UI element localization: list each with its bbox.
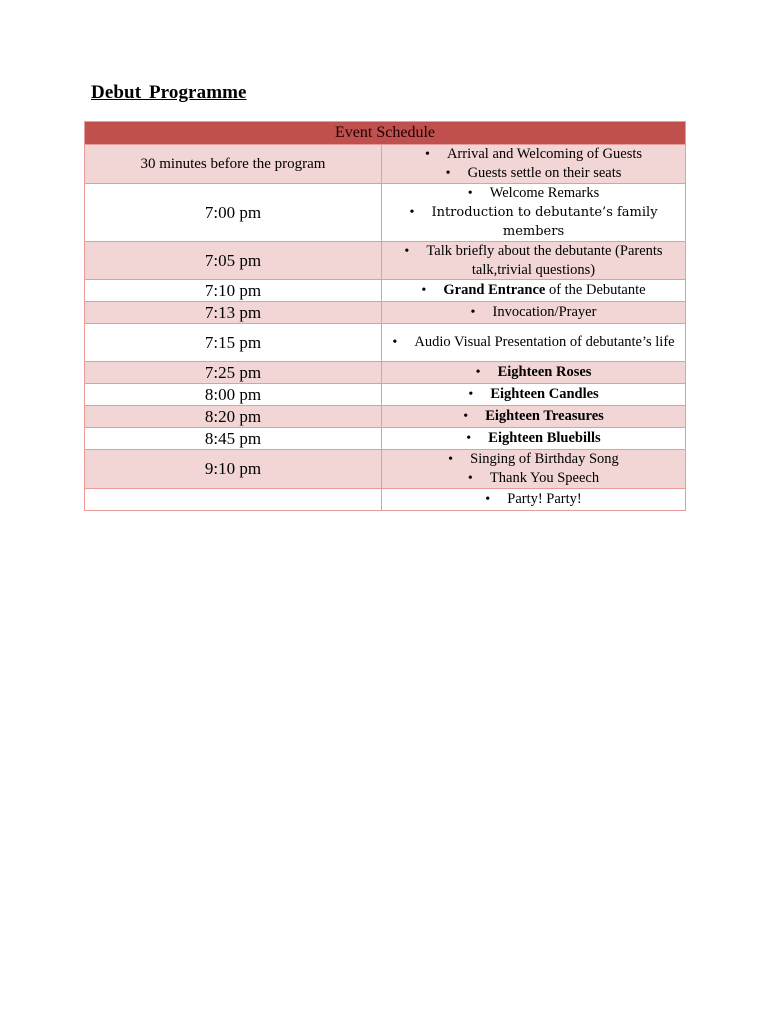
list-item: • Guests settle on their seats	[445, 165, 622, 181]
page-title: Debut Programme	[91, 82, 247, 103]
list-item: • Introduction to debutante’s family members	[409, 205, 658, 239]
bullet-icon: •	[485, 492, 491, 507]
table-row	[85, 362, 686, 384]
time-cell: 8:00 pm	[85, 384, 382, 406]
activity-cell	[382, 384, 686, 406]
bullet-icon: •	[475, 365, 481, 380]
table-row	[85, 242, 686, 280]
bullet-icon: •	[466, 431, 472, 446]
bullet-icon: •	[392, 335, 398, 350]
time-cell	[85, 489, 382, 511]
bullet-icon: •	[421, 283, 427, 298]
time-cell: 7:15 pm	[85, 324, 382, 362]
bullet-icon: •	[468, 387, 474, 402]
bullet-icon: •	[467, 186, 473, 201]
list-item: • Eighteen Bluebills	[466, 430, 601, 446]
list-item: • Thank You Speech	[467, 470, 600, 486]
table-row	[85, 280, 686, 302]
activity-cell	[382, 302, 686, 324]
time-cell: 7:10 pm	[85, 280, 382, 302]
table-row	[85, 145, 686, 184]
bullet-icon: •	[404, 244, 410, 259]
list-item: • Eighteen Treasures	[463, 408, 604, 424]
list-item: • Eighteen Candles	[468, 386, 599, 402]
list-item: • Eighteen Roses	[475, 364, 592, 380]
time-cell: 8:45 pm	[85, 428, 382, 450]
list-item: • Audio Visual Presentation of debutante’s life	[392, 334, 675, 350]
bullet-icon: •	[470, 305, 476, 320]
table-header: Event Schedule	[85, 122, 686, 145]
list-item: • Grand Entrance of the Debutante	[421, 282, 646, 298]
time-cell: 7:05 pm	[85, 242, 382, 280]
activity-cell	[382, 242, 686, 280]
table-header-row	[85, 122, 686, 145]
time-cell: 7:00 pm	[85, 184, 382, 242]
time-cell: 9:10 pm	[85, 450, 382, 489]
table-row	[85, 324, 686, 362]
bullet-icon: •	[448, 452, 454, 467]
table-row	[85, 428, 686, 450]
activity-cell	[382, 428, 686, 450]
list-item: • Singing of Birthday Song	[448, 451, 619, 467]
table-row	[85, 302, 686, 324]
activity-cell	[382, 489, 686, 511]
activity-cell	[382, 450, 686, 489]
list-item: • Talk briefly about the debutante (Parents talk,trivial questions)	[404, 243, 663, 278]
activity-cell	[382, 362, 686, 384]
activity-cell	[382, 406, 686, 428]
list-item: • Party! Party!	[485, 491, 582, 507]
table-row	[85, 450, 686, 489]
event-schedule-table	[84, 121, 686, 511]
bullet-icon: •	[445, 166, 451, 181]
time-cell: 7:25 pm	[85, 362, 382, 384]
activity-cell	[382, 145, 686, 184]
time-cell: 7:13 pm	[85, 302, 382, 324]
list-item: • Welcome Remarks	[467, 185, 600, 201]
activity-cell	[382, 184, 686, 242]
table-row	[85, 406, 686, 428]
list-item: • Arrival and Welcoming of Guests	[424, 146, 643, 162]
bullet-icon: •	[463, 409, 469, 424]
bullet-icon: •	[467, 471, 473, 486]
table-row	[85, 489, 686, 511]
bullet-icon: •	[409, 205, 415, 220]
list-item: • Invocation/Prayer	[470, 304, 597, 320]
time-cell: 8:20 pm	[85, 406, 382, 428]
activity-cell	[382, 324, 686, 362]
table-row	[85, 384, 686, 406]
table-row	[85, 184, 686, 242]
bullet-icon: •	[424, 147, 430, 162]
time-cell: 30 minutes before the program	[85, 145, 382, 184]
activity-cell	[382, 280, 686, 302]
